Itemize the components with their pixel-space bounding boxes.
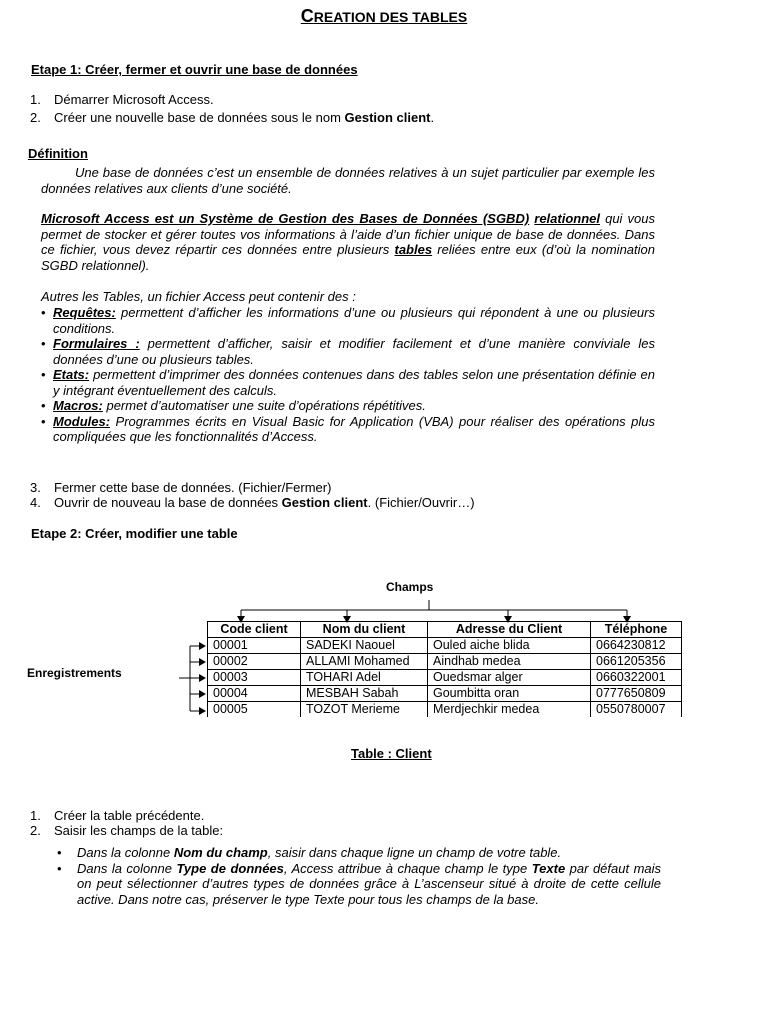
- definition-heading: Définition: [28, 146, 88, 161]
- page-title: CREATION DES TABLES: [300, 6, 468, 26]
- list-item: • Etats: permettent d’imprimer des données contenues dans des tables selon une présentation définie en y intégrant éventuellement des calculs.: [41, 367, 655, 398]
- list-item: • Modules: Programmes écrits en Visual Basic for Application (VBA) pour réaliser des opérations plus compliquées que les fonctionnalités d’Access.: [41, 414, 655, 445]
- etape2-heading: Etape 2: Créer, modifier une table: [31, 526, 238, 541]
- field-instructions-list: [77, 845, 661, 907]
- table-cell: Ouedsmar alger: [428, 670, 591, 686]
- autres-line: Autres les Tables, un fichier Access peut contenir des :: [41, 289, 356, 304]
- arrow-right-icon: [199, 690, 206, 698]
- table-cell: Merdjechkir medea: [428, 702, 591, 718]
- table-cell: ALLAMI Mohamed: [301, 654, 428, 670]
- table-row: [208, 654, 682, 670]
- table-header-row: [208, 622, 682, 638]
- column-header: Code client: [208, 622, 301, 638]
- list-item: • Dans la colonne Nom du champ, saisir dans chaque ligne un champ de votre table.: [77, 845, 661, 861]
- table-cell: SADEKI Naouel: [301, 638, 428, 654]
- arrow-right-icon: [199, 658, 206, 666]
- final-step-2: 2. Saisir les champs de la table:: [30, 823, 224, 838]
- final-step-1: 1. Créer la table précédente.: [30, 808, 205, 823]
- champs-label: Champs: [386, 580, 434, 594]
- list-item: • Macros: permet d’automatiser une suite d’opérations répétitives.: [41, 398, 655, 414]
- table-cell: 0664230812: [591, 638, 682, 654]
- table-cell: 0777650809: [591, 686, 682, 702]
- enregistrements-label: Enregistrements: [27, 666, 122, 680]
- table-cell: 0660322001: [591, 670, 682, 686]
- step-4: 4. Ouvrir de nouveau la base de données Gestion client. (Fichier/Ouvrir…): [30, 495, 475, 510]
- arrow-right-icon: [199, 707, 206, 715]
- list-item: • Requêtes: permettent d’afficher les informations d’une ou plusieurs qui répondent à une ou plusieurs conditions.: [41, 305, 655, 336]
- table-cell: 00004: [208, 686, 301, 702]
- step-3: 3. Fermer cette base de données. (Fichier/Fermer): [30, 480, 332, 495]
- table-cell: 0550780007: [591, 702, 682, 718]
- table-row: [208, 686, 682, 702]
- table-cell: TOHARI Adel: [301, 670, 428, 686]
- table-cell: Goumbitta oran: [428, 686, 591, 702]
- table-cell: 00002: [208, 654, 301, 670]
- column-header: Adresse du Client: [428, 622, 591, 638]
- definition-paragraph: Une base de données c’est un ensemble de données relatives à un sujet particulier par exemple les données relatives aux clients d’une société.: [41, 165, 655, 196]
- step-1: 1. Démarrer Microsoft Access.: [30, 92, 214, 107]
- table-cell: 00005: [208, 702, 301, 718]
- etape1-heading: Etape 1: Créer, fermer et ouvrir une base de données: [31, 62, 358, 77]
- table-row: [208, 670, 682, 686]
- access-paragraph: Microsoft Access est un Système de Gestion des Bases de Données (SGBD) relationnel qui vous permet de stocker et gérer toutes vos informations à l’aide d’un fichier unique de base de données. Dans ce fichier, vous devez répartir ces données entre plusieurs tables reliées entre eux (d’où la nomination SGBD relationnel).: [41, 211, 655, 273]
- table-cell: 0661205356: [591, 654, 682, 670]
- table-cell: 00001: [208, 638, 301, 654]
- table-cell: Ouled aiche blida: [428, 638, 591, 654]
- step-2: 2. Créer une nouvelle base de données sous le nom Gestion client.: [30, 110, 435, 125]
- list-item: • Formulaires : permettent d’afficher, saisir et modifier facilement et d’une manière conviviale les données d’une ou plusieurs tables.: [41, 336, 655, 367]
- column-header: Nom du client: [301, 622, 428, 638]
- arrow-right-icon: [199, 642, 206, 650]
- table-caption: Table : Client: [351, 746, 432, 761]
- table-cell: MESBAH Sabah: [301, 686, 428, 702]
- table-cell: TOZOT Merieme: [301, 702, 428, 718]
- table-row: [208, 638, 682, 654]
- list-item: • Dans la colonne Type de données, Access attribue à chaque champ le type Texte par défaut mais on peut sélectionner d’autres types de données grâce à L’ascenseur situé à droite de cette cellule active. Dans notre cas, préserver le type Texte pour tous les champs de la base.: [77, 861, 661, 908]
- client-table: [207, 621, 682, 717]
- table-cell: 00003: [208, 670, 301, 686]
- table-row: [208, 702, 682, 718]
- table-cell: Aindhab medea: [428, 654, 591, 670]
- column-header: Téléphone: [591, 622, 682, 638]
- arrow-right-icon: [199, 674, 206, 682]
